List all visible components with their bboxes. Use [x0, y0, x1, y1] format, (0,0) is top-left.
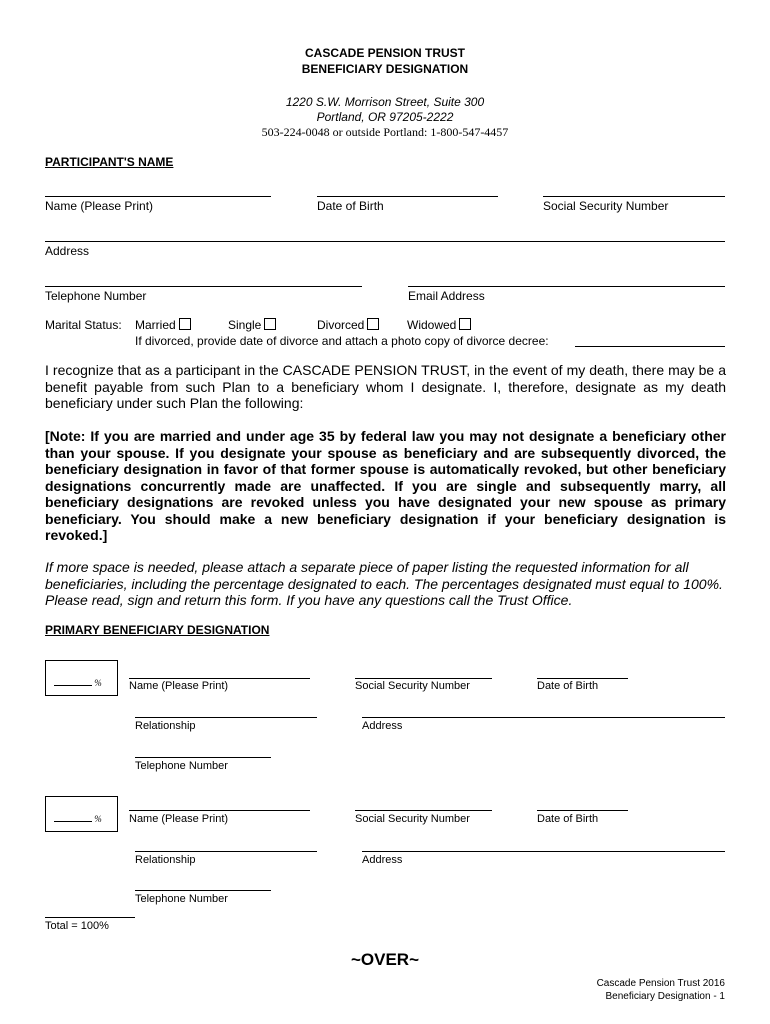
beneficiary-1-relationship-field[interactable] — [135, 717, 317, 718]
beneficiary-2-relationship-field[interactable] — [135, 851, 317, 852]
participant-address-label: Address — [45, 244, 90, 258]
beneficiary-2-phone-label: Telephone Number — [135, 893, 228, 905]
participant-email-label: Email Address — [408, 289, 485, 303]
beneficiary-1-phone-field[interactable] — [135, 757, 271, 758]
footer-line-1: Cascade Pension Trust 2016 — [596, 978, 725, 989]
beneficiary-2-address-field[interactable] — [362, 851, 725, 852]
beneficiary-1-address-field[interactable] — [362, 717, 725, 718]
total-label: Total = 100% — [45, 920, 109, 932]
participant-ssn-label: Social Security Number — [543, 199, 669, 213]
beneficiary-2-ssn-label: Social Security Number — [355, 813, 470, 825]
beneficiary-2-percent-box[interactable] — [45, 796, 118, 832]
percent-symbol: % — [94, 814, 102, 824]
divorce-date-field[interactable] — [575, 346, 725, 347]
beneficiary-1-name-field[interactable] — [129, 678, 310, 679]
beneficiary-1-ssn-label: Social Security Number — [355, 680, 470, 692]
participant-ssn-field[interactable] — [543, 196, 725, 197]
single-checkbox[interactable] — [264, 318, 276, 330]
participant-name-label: Name (Please Print) — [45, 199, 154, 213]
marital-divorced-option[interactable] — [317, 318, 379, 332]
beneficiary-2-relationship-label: Relationship — [135, 854, 196, 866]
participant-email-field[interactable] — [408, 286, 725, 287]
participant-address-field[interactable] — [45, 241, 725, 242]
trust-phone: 503-224-0048 or outside Portland: 1-800-547-4457 — [261, 125, 509, 139]
beneficiary-1-percent-box[interactable] — [45, 660, 118, 696]
more-space-instructions: If more space is needed, please attach a separate piece of paper listing the requested information for all beneficiaries, including the percentage designated to each. The percentages designated must equal to 100%. Please read, sign and return this form. If you have any questions call the Trust Office. — [45, 559, 723, 608]
beneficiary-1-address-label: Address — [362, 720, 403, 732]
marital-single-option[interactable] — [228, 318, 276, 332]
divorce-note: If divorced, provide date of divorce and attach a photo copy of divorce decree: — [135, 334, 549, 348]
widowed-checkbox[interactable] — [459, 318, 471, 330]
over-indicator: ~OVER~ — [350, 950, 420, 969]
beneficiary-2-phone-field[interactable] — [135, 890, 271, 891]
participant-dob-field[interactable] — [317, 196, 498, 197]
widowed-label: Widowed — [407, 318, 457, 332]
beneficiary-2-dob-label: Date of Birth — [537, 813, 599, 825]
trust-city-address: Portland, OR 97205-2222 — [316, 110, 454, 124]
beneficiary-2-address-label: Address — [362, 854, 403, 866]
beneficiary-1-dob-label: Date of Birth — [537, 680, 599, 692]
participant-phone-field[interactable] — [45, 286, 362, 287]
beneficiary-1-name-label: Name (Please Print) — [129, 680, 229, 692]
married-checkbox[interactable] — [179, 318, 191, 330]
form-title: CASCADE PENSION TRUST — [304, 46, 465, 60]
percent-symbol: % — [94, 678, 102, 688]
primary-section-title: PRIMARY BENEFICIARY DESIGNATION — [45, 623, 270, 637]
beneficiary-1-phone-label: Telephone Number — [135, 760, 228, 772]
participant-dob-label: Date of Birth — [317, 199, 384, 213]
beneficiary-2-dob-field[interactable] — [537, 810, 628, 811]
participant-section-title: PARTICIPANT'S NAME — [45, 155, 174, 169]
footer-line-2: Beneficiary Designation - 1 — [605, 991, 725, 1002]
beneficiary-1-ssn-field[interactable] — [355, 678, 492, 679]
beneficiary-1-dob-field[interactable] — [537, 678, 628, 679]
trust-street-address: 1220 S.W. Morrison Street, Suite 300 — [285, 95, 485, 109]
beneficiary-2-name-field[interactable] — [129, 810, 310, 811]
single-label: Single — [228, 318, 262, 332]
beneficiary-1-relationship-label: Relationship — [135, 720, 196, 732]
marital-widowed-option[interactable] — [407, 318, 471, 332]
married-label: Married — [135, 318, 176, 332]
beneficiary-2-name-label: Name (Please Print) — [129, 813, 229, 825]
federal-law-note: [Note: If you are married and under age 35 by federal law you may not designate a beneficiary other than your spouse. If you designate your spouse as beneficiary and are subsequently divorced, the beneficiary designation in favor of that former spouse is automatically revoked, but other beneficiary designations concurrently made are unaffected. If you are single and subsequently marry, all beneficiary designations are revoked unless you have designated your new spouse as primary beneficiary. You should make a new beneficiary designation if your beneficiary designation is revoked.] — [45, 428, 726, 543]
divorced-checkbox[interactable] — [367, 318, 379, 330]
beneficiary-2-ssn-field[interactable] — [355, 810, 492, 811]
participant-phone-label: Telephone Number — [45, 289, 147, 303]
marital-status-label: Marital Status: — [45, 318, 122, 332]
divorced-label: Divorced — [317, 318, 365, 332]
designation-statement: I recognize that as a participant in the CASCADE PENSION TRUST, in the event of my death, there may be a benefit payable from such Plan to a beneficiary whom I designate. I, therefore, designate as my death beneficiary under such Plan the following: — [45, 362, 726, 411]
participant-name-field[interactable] — [45, 196, 271, 197]
marital-married-option[interactable] — [135, 318, 191, 332]
total-percent-field[interactable] — [45, 917, 135, 918]
form-subtitle: BENEFICIARY DESIGNATION — [301, 62, 469, 76]
